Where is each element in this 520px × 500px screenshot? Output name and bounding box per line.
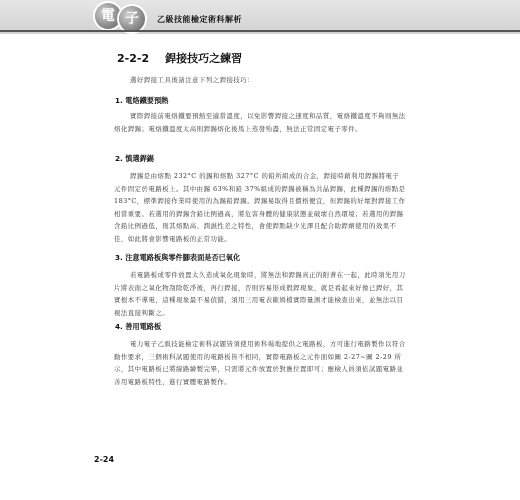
section-heading [117, 50, 242, 66]
header-rule [0, 30, 520, 32]
header-badge-1: 電 [95, 3, 121, 29]
subsection-heading-4: 4. 善用電路板 [115, 322, 162, 331]
page-number: 2-24 [94, 455, 115, 464]
subsection-paragraph-1: 實際銲接前電烙鐵要預熱至適當溫度，以免影響銲接之速度和品質，電烙鐵溫度不夠則無法熔化銲錫；電烙鐵溫度太高則銲錫熔化後馬上蒸發殆盡，無法正常固定電子零件。 [114, 112, 406, 133]
subsection-paragraph-2: 銲錫是由熔點 232°C 的錫和熔點 327°C 的鉛所組成的合金，銲接時藉利用銲錫將電子元件固定於電路板上。其中由錫 63%和鉛 37%組成的銲錫被稱為共晶銲錫，此種銲錫的熔點是 183°C，標準銲接作業時使用的為錫鉛銲錫。銲錫易取得且價格便宜，但銲錫的好壞對銲接工作相當重要。若選用的銲錫含鉛比例過高，將危害身體的健康狀態並破壞自然環境；若選用的銲錫含鉛比例過低，則其熔點高、潤濕性差之特性，會使銲點缺少光澤且配合助銲劑使用的效果不佳，如此將會影響電路板的正常功能。 [114, 172, 406, 243]
header-title: 乙級技能檢定術科解析 [157, 15, 242, 24]
subsection-paragraph-4: 電力電子乙級技能檢定術科試題皆須使用術科場地提供之電路板，方可進行電路製作以符合動作要求，三個術科試題使用的電路板皆不相同，實際電路板之元件面如圖 2-27~圖 2-29 所示，其中電路板已將線路繪製完畢，只需將元件放置於對應位置即可；應檢人員須依試題電路並善用電路板特性，進行實體電路製作。 [114, 340, 406, 386]
subsection-heading-3: 3. 注意電路板與零件腳表面是否已氧化 [115, 253, 241, 262]
subsection-heading-1: 1. 電烙鐵要預熱 [115, 96, 169, 105]
section-number: 2-2-2 [117, 52, 150, 65]
subsection-paragraph-3: 若電路板或零件放置太久造成氧化現象時，將無法和銲錫真正的附著在一起，此時須先用刀片將表面之氧化物刮除乾淨後，再行銲接，否則容易形成假銲現象，就是看起來好像已銲好，其實根本不導電，這種現象最不易偵錯，須用三用電表歐姆檔實際量測才能檢查出來，並無法以目視法直接判斷之。 [114, 271, 406, 317]
subsection-heading-2: 2. 慎選銲錫 [115, 154, 154, 163]
header-badge-2: 子 [119, 6, 145, 32]
section-title: 銲接技巧之練習 [165, 52, 243, 65]
intro-paragraph: 選好銲接工具後請注意下列之銲接技巧： [130, 76, 255, 84]
page-header-band [0, 0, 520, 34]
